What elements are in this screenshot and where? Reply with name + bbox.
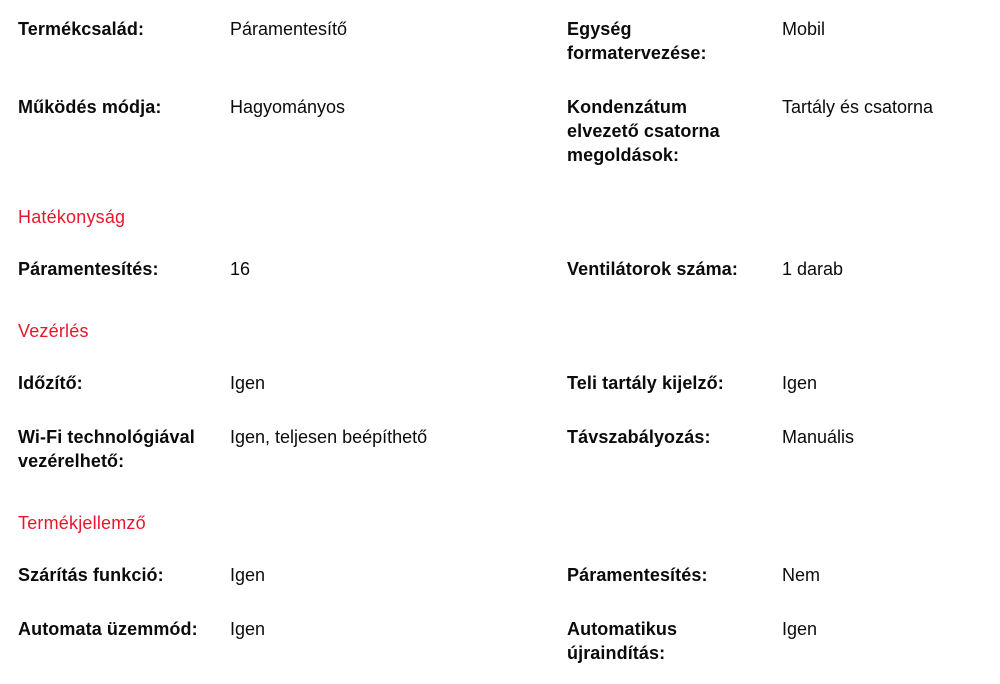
spec-row [18,371,982,395]
spec-pair [567,95,982,167]
spec-row [18,95,982,167]
spec-value: Mobil [782,19,826,39]
spec-label: Távszabályozás: [567,427,711,447]
spec-value: Manuális [782,427,855,447]
spec-row [18,617,982,665]
spec-value: Páramentesítő [230,19,348,39]
spec-label: Működés módja: [18,97,162,117]
spec-pair [567,17,982,65]
spec-pair [567,371,982,395]
spec-pair [18,371,567,395]
spec-label: Időzítő: [18,373,83,393]
spec-row [18,17,982,65]
spec-label: Páramentesítés: [567,565,708,585]
spec-label: Termékcsalád: [18,19,145,39]
spec-pair [18,95,567,167]
spec-row [18,425,982,473]
section-title: Hatékonyság [18,207,126,227]
spec-label: Kondenzátum elvezető csatorna megoldások: [567,97,720,165]
product-spec-sheet [18,17,982,665]
section-title: Termékjellemző [18,513,146,533]
spec-label: Automatikus újraindítás: [567,619,678,663]
spec-section-general [18,17,982,167]
spec-value: Nem [782,565,821,585]
spec-value: Hagyományos [230,97,346,117]
spec-value: Igen [782,373,818,393]
spec-label: Páramentesítés: [18,259,159,279]
spec-row [18,257,982,281]
spec-pair [18,257,567,281]
spec-section-efficiency [18,205,982,281]
spec-pair [567,257,982,281]
spec-label: Teli tartály kijelző: [567,373,724,393]
spec-label: Ventilátorok száma: [567,259,738,279]
spec-section-control [18,319,982,473]
spec-row [18,563,982,587]
spec-section-product-features [18,511,982,665]
spec-value: 1 darab [782,259,844,279]
section-title: Vezérlés [18,321,89,341]
spec-label: Wi-Fi technológiával vezérelhető: [18,427,195,471]
spec-pair [18,563,567,587]
spec-label: Szárítás funkció: [18,565,164,585]
spec-value: Igen, teljesen beépíthető [230,427,428,447]
spec-pair [567,617,982,665]
spec-pair [18,425,567,473]
spec-label: Automata üzemmód: [18,619,198,639]
spec-pair [18,617,567,665]
spec-value: 16 [230,259,251,279]
spec-pair [18,17,567,65]
spec-value: Igen [782,619,818,639]
spec-value: Igen [230,565,266,585]
spec-label: Egység formatervezése: [567,19,707,63]
spec-pair [567,425,982,473]
spec-value: Igen [230,619,266,639]
spec-value: Tartály és csatorna [782,97,934,117]
spec-value: Igen [230,373,266,393]
spec-pair [567,563,982,587]
